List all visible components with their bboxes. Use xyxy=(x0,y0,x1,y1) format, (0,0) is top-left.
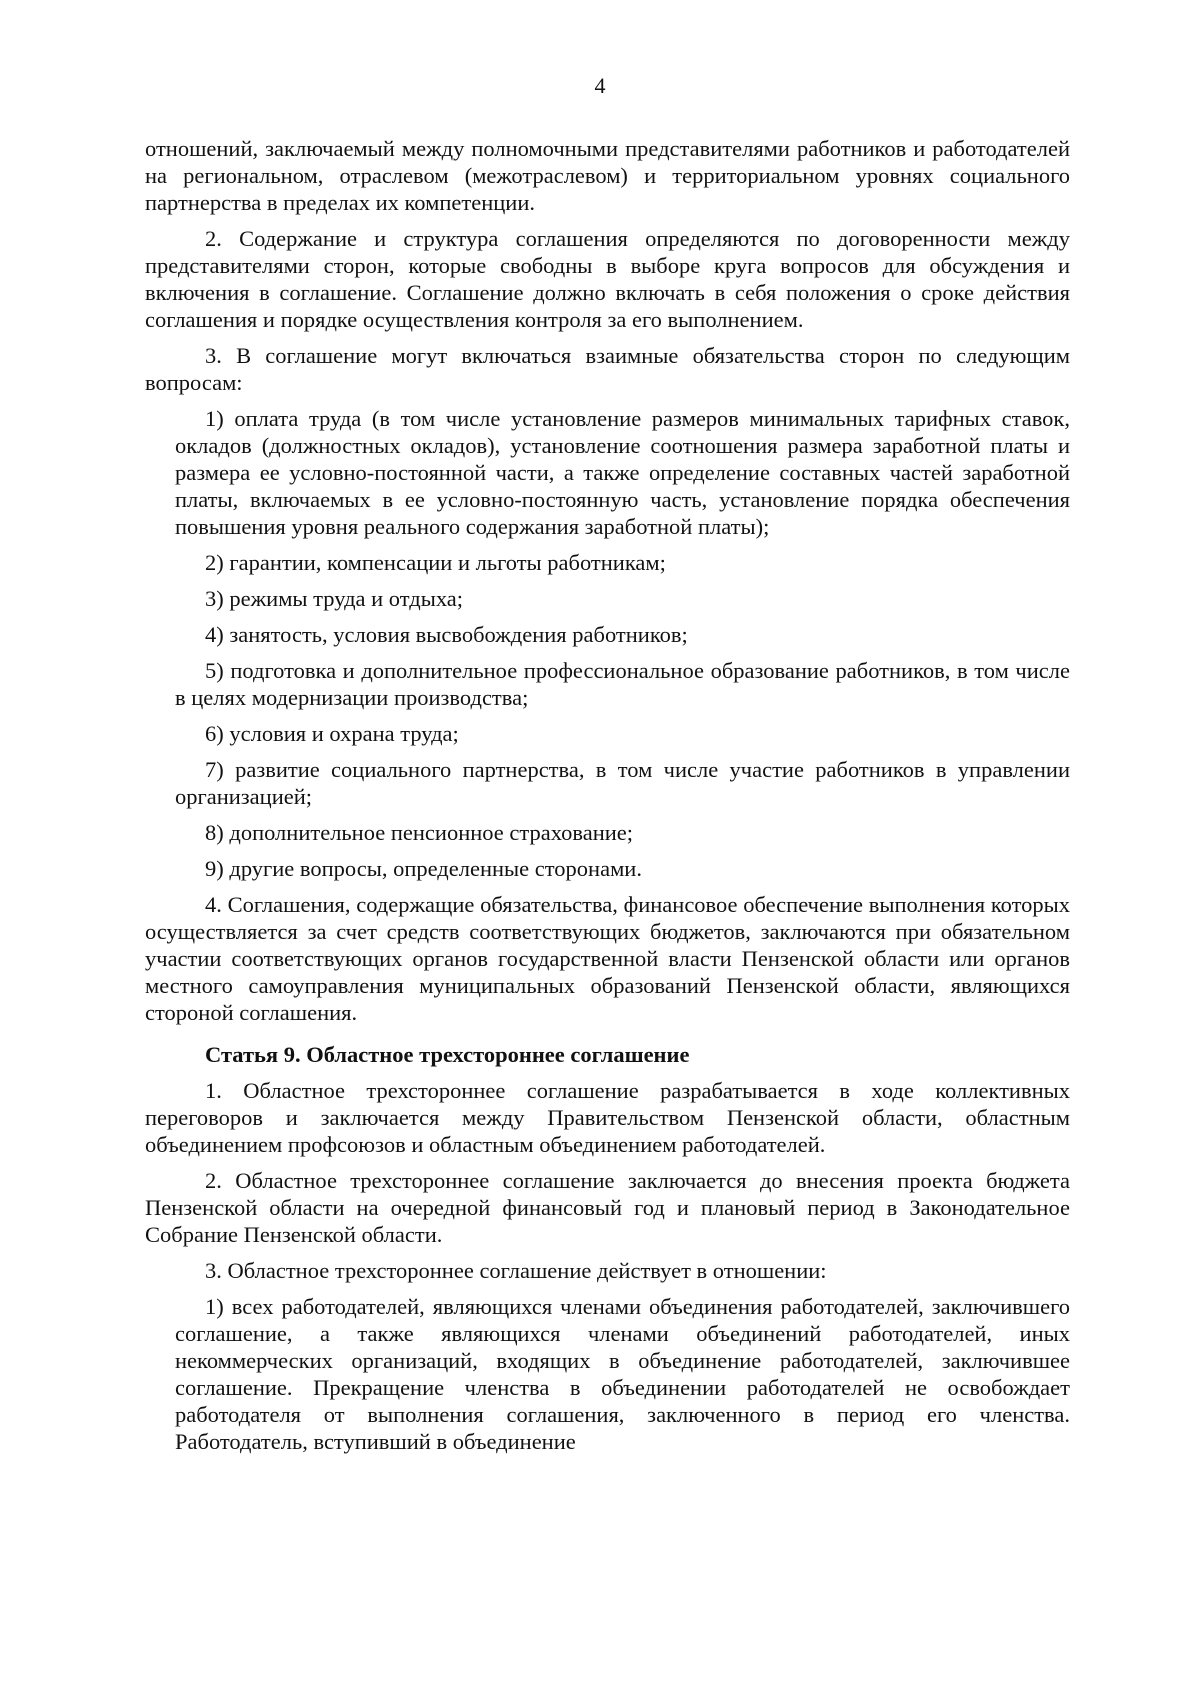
page-number: 4 xyxy=(594,73,606,98)
list-item: 7) развитие социального партнерства, в том числе участие работников в управлении организацией; xyxy=(175,757,1070,809)
paragraph-3: 3. В соглашение могут включаться взаимные обязательства сторон по следующим вопросам: xyxy=(145,343,1070,395)
list-item: 5) подготовка и дополнительное профессиональное образование работников, в том числе в целях модернизации производства; xyxy=(175,658,1070,710)
list-item: 6) условия и охрана труда; xyxy=(205,721,459,746)
paragraph-4: 4. Соглашения, содержащие обязательства, финансовое обеспечение выполнения которых осуществляется за счет средств соответствующих бюджетов, заключаются при обязательном участии соответствующих органов государственной власти Пензенской области или органов местного самоуправления муниципальных образований Пензенской области, являющихся стороной соглашения. xyxy=(145,892,1070,1025)
list-item: 1) оплата труда (в том числе установление размеров минимальных тарифных ставок, окладов (должностных окладов), установление соотношения размера заработной платы и размера ее условно-постоянной части, а также определение составных частей заработной платы, включаемых в ее условно-постоянную часть, установление порядка обеспечения повышения уровня реального содержания заработной платы); xyxy=(175,406,1070,539)
article-paragraph-3: 3. Областное трехстороннее соглашение действует в отношении: xyxy=(205,1258,827,1283)
list-item: 3) режимы труда и отдыха; xyxy=(205,586,464,611)
article-list-item: 1) всех работодателей, являющихся членами объединения работодателей, заключившего соглашение, а также являющихся членами объединений работодателей, иных некоммерческих организаций, входящих в объединение работодателей, заключившее соглашение. Прекращение членства в объединении работодателей не освобождает работодателя от выполнения соглашения, заключенного в период его членства. Работодатель, вступивший в объединение xyxy=(175,1294,1070,1454)
paragraph-2: 2. Содержание и структура соглашения определяются по договоренности между представителями сторон, которые свободны в выборе круга вопросов для обсуждения и включения в соглашение. Соглашение должно включать в себя положения о сроке действия соглашения и порядке осуществления контроля за его выполнением. xyxy=(145,226,1070,332)
article-paragraph-2: 2. Областное трехстороннее соглашение заключается до внесения проекта бюджета Пензенской области на очередной финансовый год и плановый период в Законодательное Собрание Пензенской области. xyxy=(145,1168,1070,1247)
list-item: 9) другие вопросы, определенные сторонами. xyxy=(205,856,642,881)
list-item: 8) дополнительное пенсионное страхование; xyxy=(205,820,634,845)
article-heading: Статья 9. Областное трехстороннее соглашение xyxy=(205,1042,690,1067)
list-item: 2) гарантии, компенсации и льготы работникам; xyxy=(205,550,666,575)
document-body xyxy=(145,135,1070,1464)
article-paragraph-1: 1. Областное трехстороннее соглашение разрабатывается в ходе коллективных переговоров и заключается между Правительством Пензенской области, областным объединением профсоюзов и областным объединением работодателей. xyxy=(145,1078,1070,1157)
list-item: 4) занятость, условия высвобождения работников; xyxy=(205,622,688,647)
paragraph-continuation: отношений, заключаемый между полномочными представителями работников и работодателей на региональном, отраслевом (межотраслевом) и территориальном уровнях социального партнерства в пределах их компетенции. xyxy=(145,136,1070,215)
